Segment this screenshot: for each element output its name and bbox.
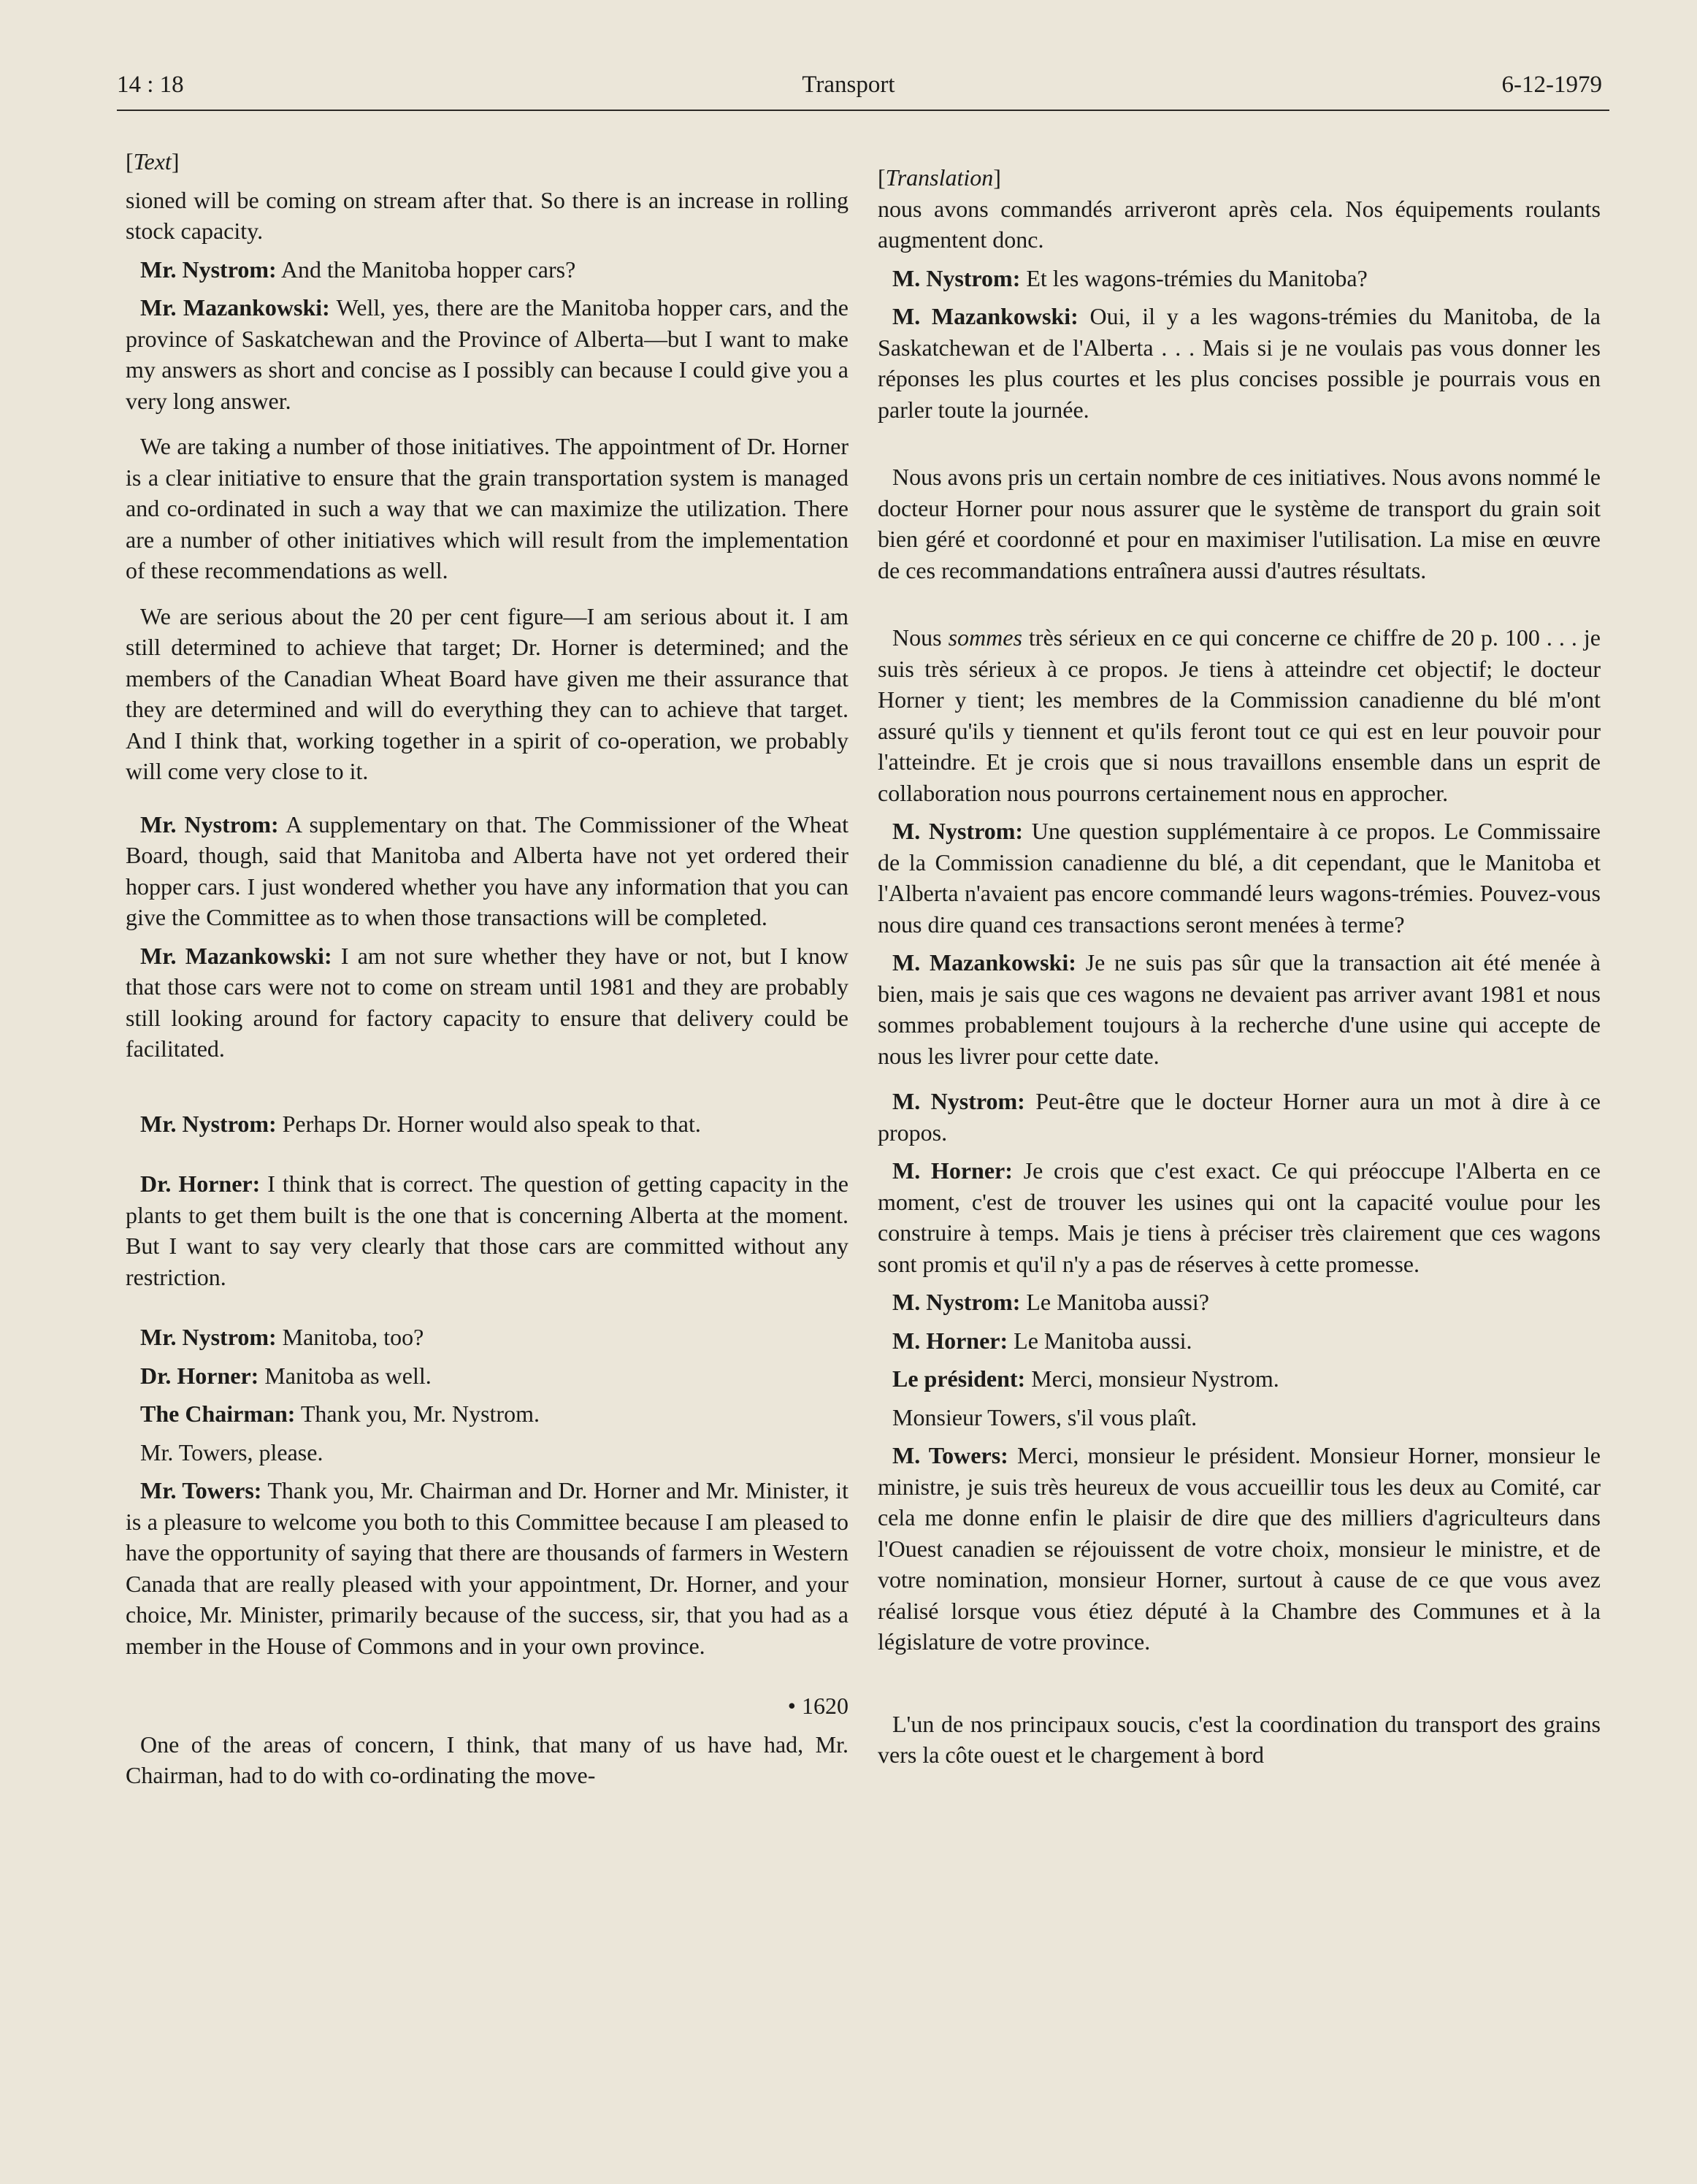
continuation-paragraph: sioned will be coming on stream after that. So there is an increase in rolling stock capacity. (126, 186, 848, 244)
speech-paragraph: M. Nystrom: Et les wagons-trémies du Manitoba? (892, 264, 1368, 291)
speech-paragraph: Mr. Nystrom: A supplementary on that. The Commissioner of the Wheat Board, though, said that Manitoba and Alberta have not yet ordered their hopper cars. I just wondered whether you have any information that you can give the Committee as to when those transactions will be completed. (126, 811, 849, 930)
speaker-name: M. Nystrom: (892, 818, 1024, 844)
speech-paragraph: Nous sommes très sérieux en ce qui concerne ce chiffre de 20 p. 100 . . . je suis très sérieux à ce propos. Je tiens à atteindre cet objectif; le docteur Horner y tient; les membres de la Commission canadienne du blé m'ont assuré qu'ils y tiennent et qu'ils feront tout ce qui est en leur pouvoir pour l'atteindre. Et je crois que si nous travaillons ensemble dans un esprit de collaboration nous pourrons certainement nous en approcher. (878, 624, 1601, 806)
speech-paragraph: M. Horner: Le Manitoba aussi. (892, 1327, 1192, 1354)
column-label: [Translation] (878, 164, 1001, 191)
final-paragraph: One of the areas of concern, I think, that many of us have had, Mr. Chairman, had to do with co-ordinating the move- (126, 1731, 848, 1788)
speech-paragraph: The Chairman: Thank you, Mr. Nystrom. (140, 1401, 540, 1427)
speech-paragraph: Nous avons pris un certain nombre de ces initiatives. Nous avons nommé le docteur Horner pour nous assurer que le système de transport du grain soit bien géré et coordonné et pour en maximiser l'utilisation. La mise en œuvre de ces recommandations entraînera aussi d'autres résultats. (878, 464, 1601, 583)
speech-paragraph: We are serious about the 20 per cent figure—I am serious about it. I am still determined to achieve that target; Dr. Horner is determined; and the members of the Canadian Wheat Board have given me their assurance that they are determined and will do everything they can to achieve that target. And I think that, working together in a spirit of co-operation, we probably will come very close to it. (126, 602, 848, 784)
speech-paragraph: Mr. Nystrom: Manitoba, too? (140, 1324, 424, 1350)
english-column (126, 146, 848, 1791)
speaker-name: M. Nystrom: (892, 1289, 1021, 1315)
french-column (878, 146, 1601, 1771)
speech-paragraph: Mr. Nystrom: Perhaps Dr. Horner would also speak to that. (140, 1110, 701, 1137)
final-paragraph: L'un de nos principaux soucis, c'est la coordination du transport des grains vers la côte ouest et le chargement à bord (878, 1710, 1601, 1768)
speaker-name: M. Horner: (892, 1157, 1013, 1184)
speech-paragraph: Mr. Towers: Thank you, Mr. Chairman and Dr. Horner and Mr. Minister, it is a pleasure to welcome you both to this Committee because I am pleased to have the opportunity of saying that there are thousands of farmers in Western Canada that are really pleased with your appointment, Dr. Horner, and your choice, Mr. Minister, primarily because of the success, sir, that you had as a member in the House of Commons and in your own province. (126, 1477, 849, 1659)
speaker-name: Dr. Horner: (140, 1170, 261, 1197)
continuation-paragraph: nous avons commandés arriveront après cela. Nos équipements roulants augmentent donc. (878, 195, 1601, 253)
speaker-name: The Chairman: (140, 1401, 296, 1427)
speech-paragraph: Le président: Merci, monsieur Nystrom. (892, 1365, 1279, 1392)
header-rule (117, 110, 1609, 111)
speech-paragraph: M. Nystrom: Une question supplémentaire à ce propos. Le Commissaire de la Commission canadienne du blé, a dit cependant, que le Manitoba et l'Alberta n'avaient pas encore commandé leurs wagons-trémies. Pouvez-vous nous dire quand ces transactions seront menées à terme? (878, 818, 1601, 938)
speech-paragraph: M. Mazankowski: Je ne suis pas sûr que la transaction ait été menée à bien, mais je sais que ces wagons ne devaient pas arriver avant 1981 et nous sommes probablement toujours à la recherche d'une usine qui accepte de nous les livrer pour cette date. (878, 949, 1601, 1069)
column-label: [Text] (126, 148, 180, 175)
speaker-name: M. Horner: (892, 1327, 1008, 1354)
speech-paragraph: M. Towers: Merci, monsieur le président. Monsieur Horner, monsieur le ministre, je suis très heureux de vous accueillir tous les deux au Comité, car cela me donne enfin le plaisir de dire que des milliers d'agriculteurs dans l'Ouest canadien se réjouissent de votre choix, monsieur le ministre, et de votre nomination, monsieur Horner, surtout à cause de ce que vous avez réalisé lorsque vous étiez député à la Chambre des Communes et à la législature de votre province. (878, 1442, 1601, 1655)
speech-paragraph: Dr. Horner: Manitoba as well. (140, 1362, 432, 1389)
speaker-name: M. Nystrom: (892, 1088, 1025, 1114)
speaker-name: M. Towers: (892, 1442, 1008, 1468)
time-marker: • 1620 (787, 1693, 848, 1719)
speech-paragraph: Mr. Towers, please. (140, 1438, 323, 1465)
speaker-name: Mr. Nystrom: (140, 811, 279, 838)
hearing-date: 6-12-1979 (1501, 72, 1602, 98)
speech-paragraph: M. Mazankowski: Oui, il y a les wagons-trémies du Manitoba, de la Saskatchewan et de l'Alberta . . . Mais si je ne voulais pas vous donner les réponses les plus courtes et les plus concises possible je pourrais vous en parler toute la journée. (878, 303, 1601, 423)
speaker-name: Mr. Nystrom: (140, 1110, 277, 1137)
speech-paragraph: Monsieur Towers, s'il vous plaît. (892, 1403, 1198, 1430)
speaker-name: Mr. Mazankowski: (140, 942, 332, 969)
speaker-name: M. Nystrom: (892, 264, 1021, 291)
speaker-name: M. Mazankowski: (892, 949, 1076, 976)
committee-title: Transport (802, 72, 895, 98)
speech-paragraph: We are taking a number of those initiatives. The appointment of Dr. Horner is a clear initiative to ensure that the grain transportation system is managed and co-ordinated in such a way that we can maximize the utilization. There are a number of other initiatives which will result from the implementation of these recommendations as well. (126, 433, 848, 583)
speech-paragraph: M. Nystrom: Peut-être que le docteur Horner aura un mot à dire à ce propos. (878, 1088, 1601, 1146)
speaker-name: M. Mazankowski: (892, 303, 1079, 329)
speaker-name: Mr. Towers: (140, 1477, 262, 1503)
speaker-name: Dr. Horner: (140, 1362, 259, 1389)
speech-paragraph: Mr. Mazankowski: I am not sure whether they have or not, but I know that those cars were not to come on stream until 1981 and they are probably still looking around for factory capacity to ensure that delivery could be facilitated. (126, 942, 849, 1062)
page-number: 14 : 18 (117, 72, 184, 98)
speaker-name: Mr. Nystrom: (140, 1324, 277, 1350)
speaker-name: Le président: (892, 1365, 1026, 1392)
speech-paragraph: M. Nystrom: Le Manitoba aussi? (892, 1289, 1209, 1315)
speech-paragraph: Mr. Mazankowski: Well, yes, there are the Manitoba hopper cars, and the province of Saskatchewan and the Province of Alberta—but I want to make my answers as short and concise as I possibly can because I could give you a very long answer. (126, 294, 849, 414)
speech-paragraph: Mr. Nystrom: And the Manitoba hopper cars? (140, 256, 576, 283)
speech-paragraph: Dr. Horner: I think that is correct. The question of getting capacity in the plants to get them built is the one that is concerning Alberta at the moment. But I want to say very clearly that those cars are committed without any restriction. (126, 1170, 849, 1290)
speech-paragraph: M. Horner: Je crois que c'est exact. Ce qui préoccupe l'Alberta en ce moment, c'est de trouver les usines qui ont la capacité voulue pour les construire à temps. Mais je tiens à préciser très clairement que ces wagons sont promis et qu'il n'y a pas de réserves à cette promesse. (878, 1157, 1601, 1277)
speaker-name: Mr. Mazankowski: (140, 294, 330, 321)
speaker-name: Mr. Nystrom: (140, 256, 277, 283)
